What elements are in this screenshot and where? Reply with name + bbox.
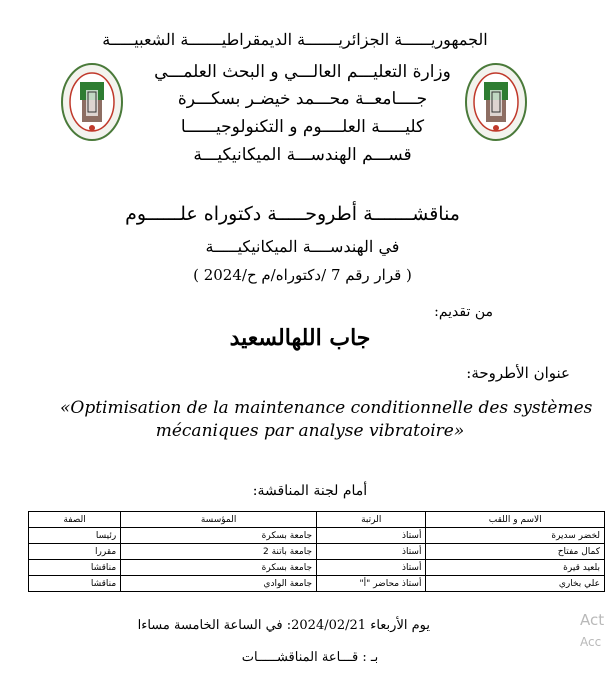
thesis-title-line-2: mécaniques par analyse vibratoire» — [155, 421, 465, 441]
jury-table — [28, 511, 605, 592]
jury-member-name: علي بخاري — [426, 576, 605, 592]
jury-member-name: بلعيد قيرة — [426, 560, 605, 576]
jury-member-rank: أستاذ — [317, 544, 426, 560]
defense-title: مناقشـــــــة أطروحـــــة دكتوراه علــــــوم — [125, 203, 460, 225]
jury-member-name: لخضر سديرة — [426, 528, 605, 544]
university-emblem-icon — [60, 62, 124, 142]
table-row — [29, 576, 605, 592]
jury-member-role: مناقشا — [29, 576, 121, 592]
defense-place: بـ : قـــاعة المناقشـــــات — [241, 650, 379, 665]
table-row — [29, 544, 605, 560]
candidate-name: جاب اللهالسعيد — [229, 325, 371, 351]
jury-member-role: مناقشا — [29, 560, 121, 576]
jury-member-rank: أستاذ — [317, 528, 426, 544]
jury-col-rank: الرتبة — [317, 512, 426, 528]
header-republic: الجمهوريــــــة الجزائريـــــــة الديمقراطيـــــــة الشعبيـــــة — [102, 30, 488, 49]
university-logo-left — [60, 62, 124, 142]
jury-member-institution: جامعة باتنة 2 — [121, 544, 317, 560]
defense-field: في الهندســــة الميكانيكيـــــة — [205, 237, 400, 256]
jury-member-institution: جامعة الوادي — [121, 576, 317, 592]
jury-col-institution: المؤسسة — [121, 512, 317, 528]
jury-member-role: مقررا — [29, 544, 121, 560]
jury-table-header-row — [29, 512, 605, 528]
activation-watermark-line-1: Act — [580, 611, 605, 629]
presented-by-label: من تقديم: — [434, 304, 493, 320]
jury-member-rank: أستاذ محاضر "أ" — [317, 576, 426, 592]
jury-member-rank: أستاذ — [317, 560, 426, 576]
table-row — [29, 528, 605, 544]
table-row — [29, 560, 605, 576]
thesis-title-label: عنوان الأطروحة: — [466, 364, 570, 382]
header-ministry: وزارة التعليـــم العالـــي و البحث العلمـــي — [154, 62, 451, 82]
defense-decision: ( قرار رقم 7 /دكتوراه/م ح/2024 ) — [193, 266, 412, 284]
jury-col-name: الاسم و اللقب — [426, 512, 605, 528]
jury-col-role: الصفة — [29, 512, 121, 528]
header-university: جــــامعــة محـــمد خيضـر بسكـــرة — [177, 89, 428, 109]
header-department: قســـم الهندســـة الميكانيكيـــة — [193, 145, 412, 165]
jury-member-institution: جامعة بسكرة — [121, 560, 317, 576]
thesis-title-line-1: «Optimisation de la maintenance conditionnelle des systèmes — [60, 398, 593, 418]
activation-watermark-line-2: Acc — [580, 635, 602, 649]
university-logo-right — [464, 62, 528, 142]
header-faculty: كليـــــة العلــــوم و التكنولوجيــــــا — [180, 117, 425, 137]
jury-member-role: رئيسا — [29, 528, 121, 544]
defense-date: يوم الأربعاء 2024/02/21: في الساعة الخامسة مساءا — [137, 618, 430, 633]
jury-heading: أمام لجنة المناقشة: — [252, 483, 368, 499]
jury-member-name: كمال مفتاح — [426, 544, 605, 560]
university-emblem-icon — [464, 62, 528, 142]
jury-member-institution: جامعة بسكرة — [121, 528, 317, 544]
